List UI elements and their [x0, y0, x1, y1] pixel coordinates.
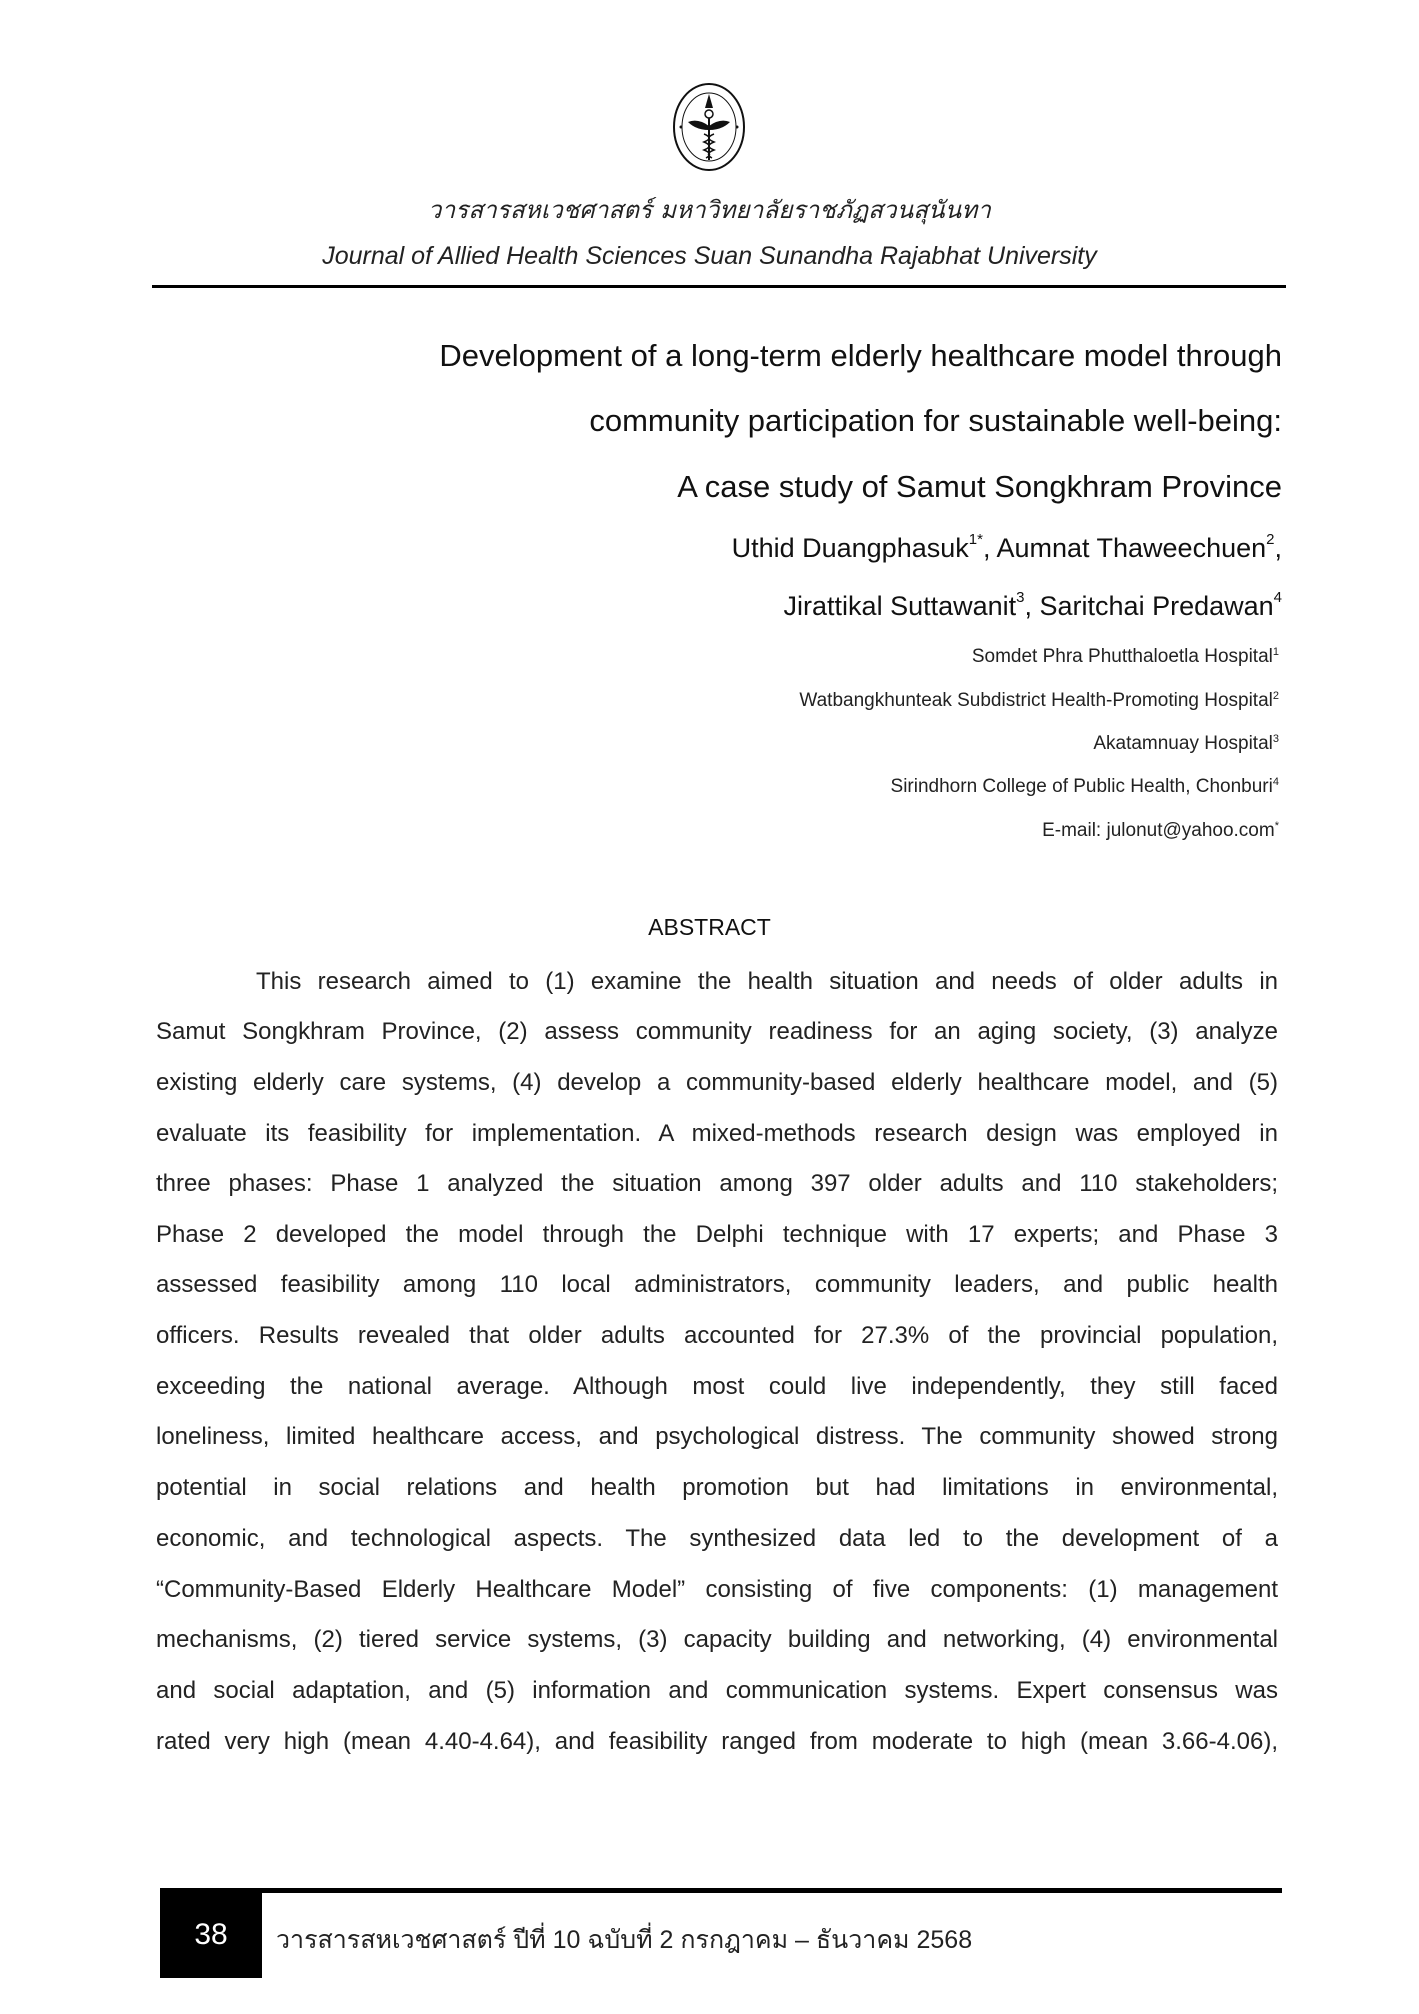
- abstract-line: [156, 1220, 1278, 1250]
- abstract-heading: ABSTRACT: [648, 914, 771, 940]
- header-divider: [152, 285, 1286, 288]
- abstract-line: [156, 1727, 1278, 1757]
- corresponding-mark: *: [1274, 820, 1279, 832]
- abstract-line-text: Samut Songkhram Province, (2) assess community readiness for an aging society, (3) analyze: [156, 1018, 1278, 1045]
- abstract-line-text: evaluate its feasibility for implementation. A mixed-methods research design was employed in: [156, 1120, 1278, 1147]
- affiliation-4: [891, 776, 1279, 798]
- corresponding-email: [1042, 820, 1279, 842]
- affiliation-mark: 1: [1272, 646, 1279, 658]
- abstract-line-text: economic, and technological aspects. The synthesized data led to the development of a: [156, 1525, 1278, 1552]
- author-affiliation-mark: 2: [1266, 531, 1275, 548]
- affiliation-mark: 4: [1272, 776, 1279, 788]
- author-name: Uthid Duangphasuk: [731, 533, 969, 563]
- footer-divider: [160, 1888, 1282, 1893]
- author-affiliation-mark: 3: [1016, 589, 1025, 606]
- author-separator: ,: [1024, 591, 1040, 621]
- abstract-line-text: officers. Results revealed that older adults accounted for 27.3% of the provincial population,: [156, 1322, 1278, 1349]
- abstract-line-text: This research aimed to (1) examine the health situation and needs of older adults in: [256, 968, 1278, 995]
- affiliation-text: Somdet Phra Phutthaloetla Hospital: [971, 646, 1273, 667]
- abstract-line-text: potential in social relations and health promotion but had limitations in environmental,: [156, 1474, 1278, 1501]
- abstract-line-text: Phase 2 developed the model through the Delphi technique with 17 experts; and Phase 3: [156, 1221, 1278, 1248]
- author-separator: ,: [1274, 533, 1282, 563]
- abstract-line: [156, 1068, 1278, 1098]
- affiliation-text: Akatamnuay Hospital: [1093, 733, 1273, 754]
- abstract-line: [156, 1676, 1278, 1706]
- article-title-line-3: A case study of Samut Songkhram Province: [677, 469, 1282, 504]
- page-number: 38: [194, 1918, 228, 1951]
- journal-logo-icon: [672, 82, 746, 172]
- author-name: Jirattikal Suttawanit: [783, 591, 1017, 621]
- abstract-line: [156, 1270, 1278, 1300]
- abstract-line: [156, 1524, 1278, 1554]
- author-separator: ,: [982, 533, 997, 563]
- affiliation-3: [1093, 733, 1279, 755]
- journal-name-english: Journal of Allied Health Sciences Suan Sunandha Rajabhat University: [322, 242, 1097, 270]
- abstract-line-text: loneliness, limited healthcare access, and psychological distress. The community showed strong: [156, 1423, 1278, 1450]
- article-title-line-1: Development of a long-term elderly healthcare model through: [439, 338, 1282, 373]
- abstract-line-text: assessed feasibility among 110 local administrators, community leaders, and public health: [156, 1271, 1278, 1298]
- affiliation-2: [799, 690, 1279, 712]
- author-name: Saritchai Predawan: [1039, 591, 1274, 621]
- author-affiliation-mark: 4: [1273, 589, 1282, 606]
- author-name: Aumnat Thaweechuen: [996, 533, 1267, 563]
- author-line-1: [732, 533, 1282, 564]
- journal-name-thai: วารสารสหเวชศาสตร์ มหาวิทยาลัยราชภัฏสวนสุนันทา: [427, 196, 992, 224]
- abstract-line: [156, 1625, 1278, 1655]
- affiliation-1: [972, 646, 1279, 668]
- affiliation-text: Watbangkhunteak Subdistrict Health-Promoting Hospital: [799, 690, 1273, 711]
- abstract-line-text: three phases: Phase 1 analyzed the situation among 397 older adults and 110 stakeholders;: [156, 1170, 1278, 1197]
- abstract-line: [256, 967, 1278, 997]
- email-text: E-mail: julonut@yahoo.com: [1042, 820, 1275, 841]
- abstract-line: [156, 1372, 1278, 1402]
- author-affiliation-mark: 1*: [968, 531, 983, 548]
- article-title-line-2: community participation for sustainable well-being:: [589, 403, 1282, 438]
- author-line-2: [784, 591, 1282, 622]
- abstract-line: [156, 1575, 1278, 1605]
- abstract-line: [156, 1422, 1278, 1452]
- footer-issue-text: วารสารสหเวชศาสตร์ ปีที่ 10 ฉบับที่ 2 กรกฎาคม – ธันวาคม 2568: [276, 1926, 973, 1954]
- abstract-line-text: and social adaptation, and (5) information and communication systems. Expert consensus was: [156, 1677, 1278, 1704]
- abstract-line: [156, 1119, 1278, 1149]
- affiliation-mark: 3: [1272, 733, 1279, 745]
- abstract-line: [156, 1321, 1278, 1351]
- abstract-line: [156, 1017, 1278, 1047]
- abstract-line: [156, 1169, 1278, 1199]
- abstract-line-text: exceeding the national average. Although most could live independently, they still faced: [156, 1373, 1278, 1400]
- abstract-line-text: rated very high (mean 4.40-4.64), and feasibility ranged from moderate to high (mean 3.66-4.06),: [156, 1728, 1278, 1755]
- abstract-line: [156, 1473, 1278, 1503]
- abstract-line-text: existing elderly care systems, (4) develop a community-based elderly healthcare model, and (5): [156, 1069, 1278, 1096]
- affiliation-mark: 2: [1272, 690, 1279, 702]
- affiliation-text: Sirindhorn College of Public Health, Chonburi: [890, 776, 1273, 797]
- abstract-line-text: mechanisms, (2) tiered service systems, (3) capacity building and networking, (4) environmental: [156, 1626, 1278, 1653]
- abstract-line-text: “Community-Based Elderly Healthcare Model” consisting of five components: (1) management: [156, 1576, 1278, 1603]
